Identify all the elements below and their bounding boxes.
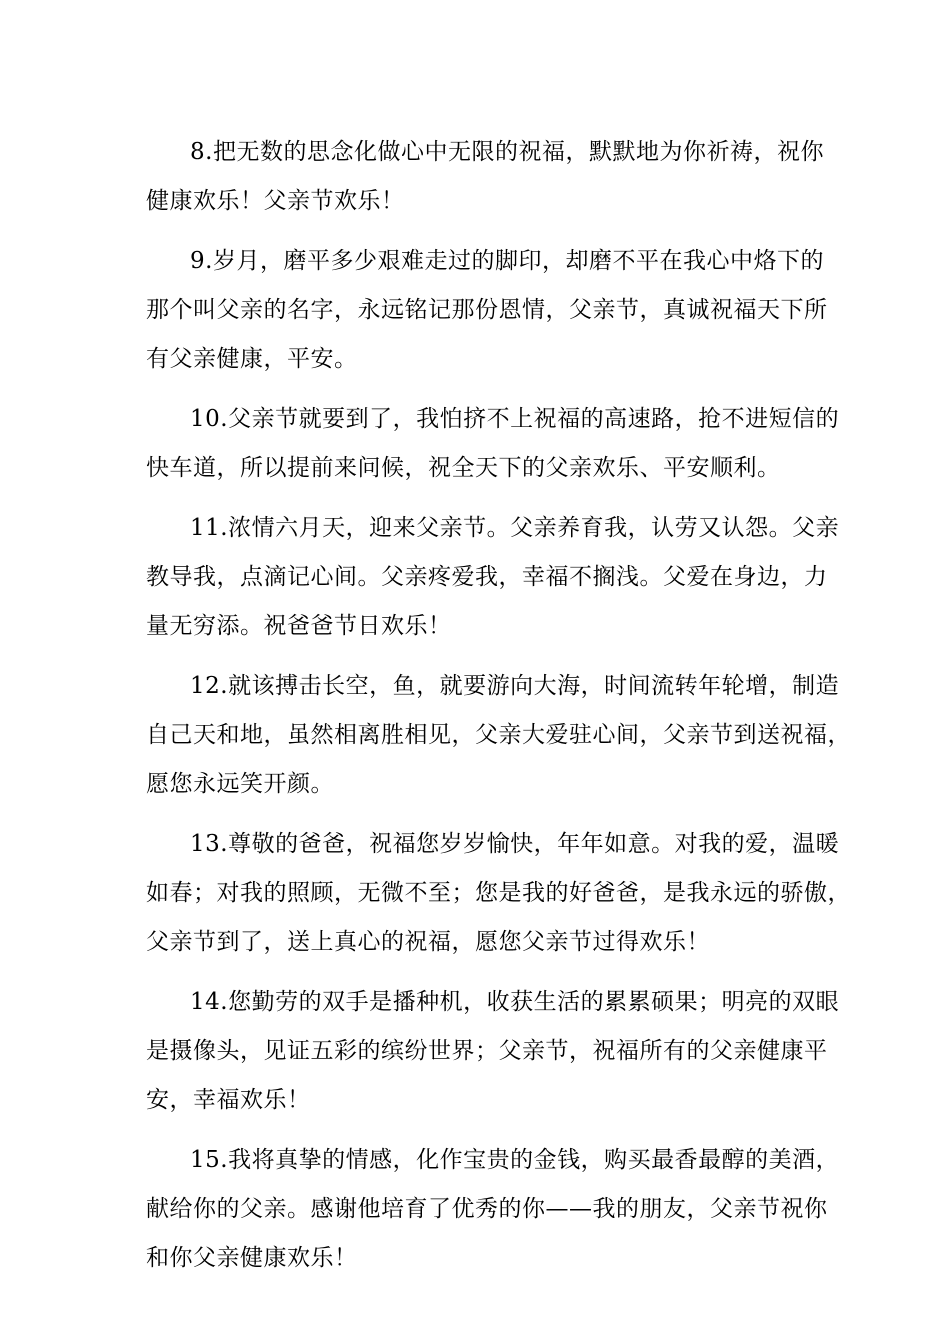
paragraph-line: 9.岁月，磨平多少艰难走过的脚印，却磨不平在我心中烙下的 bbox=[190, 248, 824, 274]
paragraph-line: 13.尊敬的爸爸，祝福您岁岁愉快，年年如意。对我的爱，温暖 bbox=[190, 831, 840, 857]
paragraph-15 bbox=[146, 1136, 840, 1283]
paragraph-line: 是摄像头，见证五彩的缤纷世界；父亲节，祝福所有的父亲健康平 bbox=[146, 1038, 828, 1064]
paragraph-line: 11.浓情六月天，迎来父亲节。父亲养育我，认劳又认怨。父亲 bbox=[190, 515, 840, 541]
paragraph-line: 有父亲健康，平安。 bbox=[146, 346, 358, 372]
paragraph-line: 15.我将真挚的情感，化作宝贵的金钱，购买最香最醇的美酒， bbox=[190, 1147, 840, 1173]
paragraph-line: 愿您永远笑开颜。 bbox=[146, 771, 334, 797]
paragraph-line: 那个叫父亲的名字，永远铭记那份恩情，父亲节，真诚祝福天下所 bbox=[146, 297, 828, 323]
paragraph-line: 献给你的父亲。感谢他培育了优秀的你——我的朋友，父亲节祝你 bbox=[146, 1196, 828, 1222]
paragraph-line: 量无穷添。祝爸爸节日欢乐！ bbox=[146, 613, 452, 639]
paragraph-line: 14.您勤劳的双手是播种机，收获生活的累累硕果；明亮的双眼 bbox=[190, 989, 840, 1015]
paragraph-line: 教导我，点滴记心间。父亲疼爱我，幸福不搁浅。父爱在身边，力 bbox=[146, 564, 828, 590]
paragraph-11 bbox=[146, 504, 840, 651]
paragraph-8 bbox=[146, 128, 826, 226]
paragraph-line: 安，幸福欢乐！ bbox=[146, 1087, 311, 1113]
paragraph-13 bbox=[146, 820, 851, 967]
paragraph-line: 快车道，所以提前来问候，祝全天下的父亲欢乐、平安顺利。 bbox=[146, 455, 781, 481]
paragraph-9 bbox=[146, 237, 826, 384]
paragraph-line: 12.就该搏击长空，鱼，就要游向大海，时间流转年轮增，制造 bbox=[190, 673, 840, 699]
paragraph-12 bbox=[146, 662, 851, 809]
document-page bbox=[146, 128, 851, 1294]
paragraph-line: 和你父亲健康欢乐！ bbox=[146, 1245, 358, 1271]
paragraph-line: 10.父亲节就要到了，我怕挤不上祝福的高速路，抢不进短信的 bbox=[190, 406, 840, 432]
paragraph-line: 如春；对我的照顾，无微不至；您是我的好爸爸，是我永远的骄傲， bbox=[146, 880, 851, 906]
paragraph-10 bbox=[146, 395, 840, 493]
paragraph-line: 自己天和地，虽然相离胜相见，父亲大爱驻心间，父亲节到送祝福， bbox=[146, 722, 851, 748]
paragraph-line: 父亲节到了，送上真心的祝福，愿您父亲节过得欢乐！ bbox=[146, 929, 710, 955]
paragraph-line: 8.把无数的思念化做心中无限的祝福，默默地为你祈祷，祝你 bbox=[190, 139, 824, 165]
paragraph-line: 健康欢乐！父亲节欢乐！ bbox=[146, 188, 405, 214]
paragraph-14 bbox=[146, 978, 840, 1125]
